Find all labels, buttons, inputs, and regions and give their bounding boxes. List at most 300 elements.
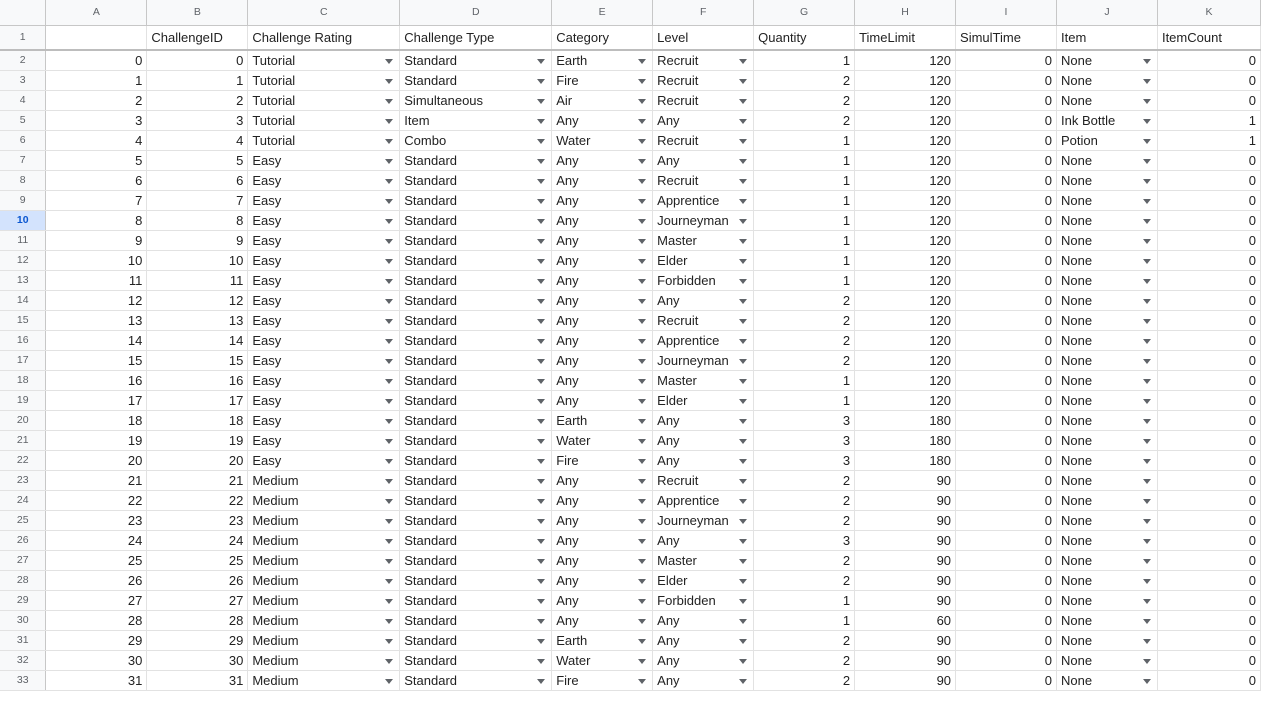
table-cell[interactable]: 90 <box>855 670 956 690</box>
dropdown-cell[interactable] <box>552 450 653 470</box>
dropdown-cell[interactable] <box>653 330 754 350</box>
dropdown-arrow-icon[interactable] <box>537 659 545 664</box>
table-cell[interactable]: 6 <box>46 170 147 190</box>
table-cell[interactable]: 0 <box>1157 430 1260 450</box>
dropdown-cell[interactable] <box>653 310 754 330</box>
dropdown-arrow-icon[interactable] <box>537 219 545 224</box>
table-cell[interactable]: 12 <box>46 290 147 310</box>
dropdown-cell[interactable] <box>400 250 552 270</box>
dropdown-arrow-icon[interactable] <box>537 279 545 284</box>
table-cell[interactable]: 0 <box>46 50 147 70</box>
dropdown-cell[interactable] <box>400 530 552 550</box>
header-cell-i[interactable]: SimulTime <box>956 25 1057 50</box>
dropdown-arrow-icon[interactable] <box>638 239 646 244</box>
table-cell[interactable]: 2 <box>754 310 855 330</box>
table-cell[interactable]: 2 <box>754 490 855 510</box>
table-cell[interactable]: 0 <box>956 430 1057 450</box>
dropdown-cell[interactable] <box>248 530 400 550</box>
row-header[interactable]: 14 <box>0 290 46 310</box>
dropdown-arrow-icon[interactable] <box>638 459 646 464</box>
dropdown-arrow-icon[interactable] <box>537 579 545 584</box>
dropdown-arrow-icon[interactable] <box>739 579 747 584</box>
dropdown-arrow-icon[interactable] <box>385 579 393 584</box>
table-cell[interactable]: 120 <box>855 150 956 170</box>
dropdown-arrow-icon[interactable] <box>1143 319 1151 324</box>
row-header[interactable]: 13 <box>0 270 46 290</box>
table-cell[interactable]: 0 <box>1157 670 1260 690</box>
dropdown-cell[interactable] <box>653 450 754 470</box>
dropdown-arrow-icon[interactable] <box>537 119 545 124</box>
column-header-i[interactable]: I <box>956 0 1057 25</box>
row-header[interactable]: 33 <box>0 670 46 690</box>
column-header-d[interactable]: D <box>400 0 552 25</box>
table-cell[interactable]: 90 <box>855 550 956 570</box>
table-cell[interactable]: 0 <box>1157 450 1260 470</box>
dropdown-cell[interactable] <box>248 470 400 490</box>
dropdown-cell[interactable] <box>400 590 552 610</box>
table-cell[interactable]: 2 <box>754 630 855 650</box>
dropdown-arrow-icon[interactable] <box>638 399 646 404</box>
dropdown-cell[interactable] <box>653 650 754 670</box>
row-header[interactable]: 30 <box>0 610 46 630</box>
dropdown-arrow-icon[interactable] <box>385 679 393 684</box>
dropdown-arrow-icon[interactable] <box>1143 339 1151 344</box>
dropdown-cell[interactable] <box>653 590 754 610</box>
dropdown-arrow-icon[interactable] <box>638 419 646 424</box>
dropdown-arrow-icon[interactable] <box>638 619 646 624</box>
dropdown-cell[interactable] <box>552 210 653 230</box>
dropdown-arrow-icon[interactable] <box>638 339 646 344</box>
column-header-f[interactable]: F <box>653 0 754 25</box>
table-cell[interactable]: 14 <box>147 330 248 350</box>
dropdown-cell[interactable] <box>653 50 754 70</box>
dropdown-cell[interactable] <box>552 330 653 350</box>
dropdown-arrow-icon[interactable] <box>1143 299 1151 304</box>
table-cell[interactable]: 0 <box>1157 270 1260 290</box>
dropdown-cell[interactable] <box>248 570 400 590</box>
column-header-h[interactable]: H <box>855 0 956 25</box>
dropdown-cell[interactable] <box>400 550 552 570</box>
dropdown-arrow-icon[interactable] <box>1143 639 1151 644</box>
row-header[interactable]: 1 <box>0 25 46 50</box>
dropdown-arrow-icon[interactable] <box>385 179 393 184</box>
dropdown-arrow-icon[interactable] <box>739 339 747 344</box>
dropdown-cell[interactable] <box>248 330 400 350</box>
row-header[interactable]: 10 <box>0 210 46 230</box>
dropdown-cell[interactable] <box>400 470 552 490</box>
dropdown-cell[interactable] <box>248 110 400 130</box>
table-cell[interactable]: 1 <box>754 170 855 190</box>
header-cell-g[interactable]: Quantity <box>754 25 855 50</box>
dropdown-cell[interactable] <box>1056 310 1157 330</box>
table-cell[interactable]: 2 <box>754 570 855 590</box>
dropdown-cell[interactable] <box>1056 570 1157 590</box>
dropdown-arrow-icon[interactable] <box>385 479 393 484</box>
dropdown-arrow-icon[interactable] <box>638 119 646 124</box>
table-cell[interactable]: 0 <box>956 590 1057 610</box>
table-cell[interactable]: 120 <box>855 310 956 330</box>
table-cell[interactable]: 2 <box>754 330 855 350</box>
dropdown-arrow-icon[interactable] <box>638 599 646 604</box>
dropdown-cell[interactable] <box>653 170 754 190</box>
dropdown-arrow-icon[interactable] <box>638 199 646 204</box>
dropdown-arrow-icon[interactable] <box>385 419 393 424</box>
dropdown-arrow-icon[interactable] <box>537 239 545 244</box>
dropdown-cell[interactable] <box>653 670 754 690</box>
row-header[interactable]: 12 <box>0 250 46 270</box>
dropdown-cell[interactable] <box>653 550 754 570</box>
dropdown-arrow-icon[interactable] <box>739 139 747 144</box>
dropdown-cell[interactable] <box>400 410 552 430</box>
dropdown-arrow-icon[interactable] <box>537 639 545 644</box>
row-header[interactable]: 6 <box>0 130 46 150</box>
dropdown-arrow-icon[interactable] <box>537 439 545 444</box>
dropdown-cell[interactable] <box>1056 330 1157 350</box>
dropdown-cell[interactable] <box>653 130 754 150</box>
dropdown-arrow-icon[interactable] <box>537 559 545 564</box>
row-header[interactable]: 18 <box>0 370 46 390</box>
table-cell[interactable]: 0 <box>956 210 1057 230</box>
dropdown-arrow-icon[interactable] <box>638 519 646 524</box>
dropdown-cell[interactable] <box>1056 190 1157 210</box>
table-cell[interactable]: 0 <box>1157 250 1260 270</box>
dropdown-arrow-icon[interactable] <box>1143 379 1151 384</box>
dropdown-cell[interactable] <box>248 150 400 170</box>
dropdown-cell[interactable] <box>400 70 552 90</box>
column-header-e[interactable]: E <box>552 0 653 25</box>
table-cell[interactable]: 3 <box>754 450 855 470</box>
dropdown-arrow-icon[interactable] <box>1143 439 1151 444</box>
table-cell[interactable]: 0 <box>1157 390 1260 410</box>
table-cell[interactable]: 20 <box>46 450 147 470</box>
table-cell[interactable]: 0 <box>956 510 1057 530</box>
table-cell[interactable]: 0 <box>1157 410 1260 430</box>
dropdown-cell[interactable] <box>653 470 754 490</box>
table-cell[interactable]: 2 <box>754 670 855 690</box>
dropdown-cell[interactable] <box>400 110 552 130</box>
header-cell-k[interactable]: ItemCount <box>1157 25 1260 50</box>
dropdown-arrow-icon[interactable] <box>1143 79 1151 84</box>
dropdown-cell[interactable] <box>1056 230 1157 250</box>
dropdown-arrow-icon[interactable] <box>1143 199 1151 204</box>
dropdown-arrow-icon[interactable] <box>1143 279 1151 284</box>
dropdown-cell[interactable] <box>1056 650 1157 670</box>
dropdown-arrow-icon[interactable] <box>1143 499 1151 504</box>
table-cell[interactable]: 0 <box>956 530 1057 550</box>
row-header[interactable]: 25 <box>0 510 46 530</box>
dropdown-cell[interactable] <box>400 150 552 170</box>
table-cell[interactable]: 3 <box>754 530 855 550</box>
table-cell[interactable]: 1 <box>754 150 855 170</box>
dropdown-arrow-icon[interactable] <box>385 139 393 144</box>
table-cell[interactable]: 29 <box>147 630 248 650</box>
header-cell-f[interactable]: Level <box>653 25 754 50</box>
dropdown-cell[interactable] <box>248 170 400 190</box>
dropdown-cell[interactable] <box>400 290 552 310</box>
row-header[interactable]: 15 <box>0 310 46 330</box>
table-cell[interactable]: 0 <box>1157 550 1260 570</box>
dropdown-arrow-icon[interactable] <box>739 639 747 644</box>
dropdown-arrow-icon[interactable] <box>739 219 747 224</box>
table-cell[interactable]: 0 <box>956 550 1057 570</box>
table-cell[interactable]: 0 <box>1157 470 1260 490</box>
row-header[interactable]: 22 <box>0 450 46 470</box>
table-cell[interactable]: 0 <box>1157 650 1260 670</box>
row-header[interactable]: 3 <box>0 70 46 90</box>
dropdown-arrow-icon[interactable] <box>537 59 545 64</box>
table-cell[interactable]: 0 <box>1157 310 1260 330</box>
dropdown-arrow-icon[interactable] <box>385 339 393 344</box>
table-cell[interactable]: 0 <box>1157 610 1260 630</box>
dropdown-cell[interactable] <box>653 430 754 450</box>
row-header[interactable]: 19 <box>0 390 46 410</box>
dropdown-arrow-icon[interactable] <box>385 619 393 624</box>
table-cell[interactable]: 180 <box>855 430 956 450</box>
select-all-corner[interactable] <box>0 0 46 25</box>
dropdown-cell[interactable] <box>552 670 653 690</box>
table-cell[interactable]: 90 <box>855 530 956 550</box>
table-cell[interactable]: 22 <box>147 490 248 510</box>
table-cell[interactable]: 0 <box>1157 630 1260 650</box>
header-cell-h[interactable]: TimeLimit <box>855 25 956 50</box>
table-cell[interactable]: 1 <box>754 230 855 250</box>
dropdown-arrow-icon[interactable] <box>638 59 646 64</box>
table-cell[interactable]: 120 <box>855 330 956 350</box>
dropdown-arrow-icon[interactable] <box>1143 659 1151 664</box>
table-cell[interactable]: 15 <box>46 350 147 370</box>
dropdown-arrow-icon[interactable] <box>638 659 646 664</box>
dropdown-arrow-icon[interactable] <box>537 159 545 164</box>
dropdown-cell[interactable] <box>552 150 653 170</box>
dropdown-arrow-icon[interactable] <box>385 219 393 224</box>
dropdown-cell[interactable] <box>400 190 552 210</box>
table-cell[interactable]: 27 <box>46 590 147 610</box>
dropdown-arrow-icon[interactable] <box>638 99 646 104</box>
dropdown-arrow-icon[interactable] <box>537 179 545 184</box>
table-cell[interactable]: 0 <box>1157 230 1260 250</box>
table-cell[interactable]: 3 <box>754 410 855 430</box>
dropdown-arrow-icon[interactable] <box>739 439 747 444</box>
dropdown-cell[interactable] <box>248 230 400 250</box>
table-cell[interactable]: 21 <box>147 470 248 490</box>
dropdown-cell[interactable] <box>1056 510 1157 530</box>
dropdown-arrow-icon[interactable] <box>537 479 545 484</box>
dropdown-cell[interactable] <box>552 590 653 610</box>
dropdown-arrow-icon[interactable] <box>537 319 545 324</box>
dropdown-arrow-icon[interactable] <box>1143 59 1151 64</box>
table-cell[interactable]: 0 <box>956 50 1057 70</box>
dropdown-arrow-icon[interactable] <box>537 79 545 84</box>
table-cell[interactable]: 0 <box>956 630 1057 650</box>
dropdown-arrow-icon[interactable] <box>638 479 646 484</box>
table-cell[interactable]: 23 <box>46 510 147 530</box>
table-cell[interactable]: 0 <box>956 650 1057 670</box>
dropdown-arrow-icon[interactable] <box>638 579 646 584</box>
table-cell[interactable]: 120 <box>855 70 956 90</box>
table-cell[interactable]: 4 <box>46 130 147 150</box>
dropdown-arrow-icon[interactable] <box>638 639 646 644</box>
table-cell[interactable]: 1 <box>46 70 147 90</box>
dropdown-cell[interactable] <box>248 650 400 670</box>
dropdown-cell[interactable] <box>248 630 400 650</box>
row-header[interactable]: 31 <box>0 630 46 650</box>
table-cell[interactable]: 90 <box>855 570 956 590</box>
table-cell[interactable]: 0 <box>956 290 1057 310</box>
row-header[interactable]: 7 <box>0 150 46 170</box>
dropdown-cell[interactable] <box>552 70 653 90</box>
column-header-c[interactable]: C <box>248 0 400 25</box>
dropdown-cell[interactable] <box>400 210 552 230</box>
table-cell[interactable]: 7 <box>147 190 248 210</box>
table-cell[interactable]: 13 <box>46 310 147 330</box>
row-header[interactable]: 24 <box>0 490 46 510</box>
table-cell[interactable]: 0 <box>956 570 1057 590</box>
dropdown-arrow-icon[interactable] <box>385 159 393 164</box>
column-header-k[interactable]: K <box>1157 0 1260 25</box>
dropdown-cell[interactable] <box>1056 390 1157 410</box>
table-cell[interactable]: 120 <box>855 90 956 110</box>
dropdown-cell[interactable] <box>248 370 400 390</box>
row-header[interactable]: 4 <box>0 90 46 110</box>
table-cell[interactable]: 25 <box>46 550 147 570</box>
dropdown-arrow-icon[interactable] <box>1143 119 1151 124</box>
dropdown-cell[interactable] <box>400 330 552 350</box>
dropdown-arrow-icon[interactable] <box>638 159 646 164</box>
dropdown-arrow-icon[interactable] <box>739 319 747 324</box>
dropdown-cell[interactable] <box>653 70 754 90</box>
table-cell[interactable]: 16 <box>147 370 248 390</box>
dropdown-cell[interactable] <box>653 570 754 590</box>
dropdown-cell[interactable] <box>1056 470 1157 490</box>
dropdown-cell[interactable] <box>653 490 754 510</box>
dropdown-arrow-icon[interactable] <box>1143 419 1151 424</box>
dropdown-arrow-icon[interactable] <box>537 359 545 364</box>
dropdown-arrow-icon[interactable] <box>537 299 545 304</box>
dropdown-arrow-icon[interactable] <box>385 199 393 204</box>
table-cell[interactable]: 0 <box>1157 590 1260 610</box>
table-cell[interactable]: 120 <box>855 350 956 370</box>
table-cell[interactable]: 90 <box>855 490 956 510</box>
table-cell[interactable]: 9 <box>46 230 147 250</box>
dropdown-arrow-icon[interactable] <box>537 379 545 384</box>
dropdown-arrow-icon[interactable] <box>537 599 545 604</box>
row-header[interactable]: 2 <box>0 50 46 70</box>
table-cell[interactable]: 0 <box>1157 570 1260 590</box>
dropdown-arrow-icon[interactable] <box>638 499 646 504</box>
table-cell[interactable]: 14 <box>46 330 147 350</box>
row-header[interactable]: 21 <box>0 430 46 450</box>
dropdown-arrow-icon[interactable] <box>537 459 545 464</box>
table-cell[interactable]: 0 <box>956 170 1057 190</box>
dropdown-arrow-icon[interactable] <box>385 239 393 244</box>
dropdown-arrow-icon[interactable] <box>1143 139 1151 144</box>
dropdown-cell[interactable] <box>653 150 754 170</box>
dropdown-arrow-icon[interactable] <box>385 499 393 504</box>
table-cell[interactable]: 0 <box>956 670 1057 690</box>
header-cell-c[interactable]: Challenge Rating <box>248 25 400 50</box>
dropdown-cell[interactable] <box>552 230 653 250</box>
dropdown-cell[interactable] <box>653 190 754 210</box>
table-cell[interactable]: 2 <box>754 290 855 310</box>
header-cell-b[interactable]: ChallengeID <box>147 25 248 50</box>
dropdown-arrow-icon[interactable] <box>739 499 747 504</box>
dropdown-cell[interactable] <box>1056 210 1157 230</box>
dropdown-arrow-icon[interactable] <box>739 399 747 404</box>
dropdown-cell[interactable] <box>1056 130 1157 150</box>
table-cell[interactable]: 0 <box>1157 490 1260 510</box>
dropdown-arrow-icon[interactable] <box>638 219 646 224</box>
dropdown-cell[interactable] <box>552 550 653 570</box>
dropdown-cell[interactable] <box>552 650 653 670</box>
dropdown-arrow-icon[interactable] <box>739 159 747 164</box>
dropdown-cell[interactable] <box>653 350 754 370</box>
table-cell[interactable]: 5 <box>46 150 147 170</box>
dropdown-cell[interactable] <box>552 630 653 650</box>
dropdown-cell[interactable] <box>400 370 552 390</box>
table-cell[interactable]: 0 <box>956 70 1057 90</box>
dropdown-arrow-icon[interactable] <box>638 79 646 84</box>
dropdown-cell[interactable] <box>400 670 552 690</box>
table-cell[interactable]: 30 <box>46 650 147 670</box>
dropdown-cell[interactable] <box>248 550 400 570</box>
table-cell[interactable]: 3 <box>147 110 248 130</box>
table-cell[interactable]: 0 <box>956 90 1057 110</box>
table-cell[interactable]: 0 <box>1157 530 1260 550</box>
table-cell[interactable]: 31 <box>147 670 248 690</box>
table-cell[interactable]: 1 <box>754 190 855 210</box>
dropdown-cell[interactable] <box>1056 670 1157 690</box>
table-cell[interactable]: 11 <box>147 270 248 290</box>
table-cell[interactable]: 0 <box>956 310 1057 330</box>
dropdown-cell[interactable] <box>248 70 400 90</box>
table-cell[interactable]: 0 <box>956 390 1057 410</box>
table-cell[interactable]: 0 <box>1157 370 1260 390</box>
table-cell[interactable]: 22 <box>46 490 147 510</box>
dropdown-cell[interactable] <box>552 490 653 510</box>
table-cell[interactable]: 0 <box>1157 90 1260 110</box>
table-cell[interactable]: 0 <box>1157 70 1260 90</box>
table-cell[interactable]: 0 <box>956 110 1057 130</box>
table-cell[interactable]: 13 <box>147 310 248 330</box>
table-cell[interactable]: 28 <box>147 610 248 630</box>
dropdown-cell[interactable] <box>248 510 400 530</box>
dropdown-cell[interactable] <box>552 350 653 370</box>
dropdown-arrow-icon[interactable] <box>1143 619 1151 624</box>
table-cell[interactable]: 2 <box>754 110 855 130</box>
table-cell[interactable]: 120 <box>855 210 956 230</box>
dropdown-cell[interactable] <box>248 130 400 150</box>
table-cell[interactable]: 120 <box>855 190 956 210</box>
dropdown-cell[interactable] <box>1056 50 1157 70</box>
dropdown-cell[interactable] <box>552 110 653 130</box>
table-cell[interactable]: 3 <box>46 110 147 130</box>
table-cell[interactable]: 3 <box>754 430 855 450</box>
table-cell[interactable]: 2 <box>754 510 855 530</box>
dropdown-cell[interactable] <box>248 50 400 70</box>
dropdown-cell[interactable] <box>248 270 400 290</box>
table-cell[interactable]: 0 <box>956 270 1057 290</box>
dropdown-cell[interactable] <box>653 230 754 250</box>
table-cell[interactable]: 0 <box>956 610 1057 630</box>
table-cell[interactable]: 0 <box>1157 330 1260 350</box>
table-cell[interactable]: 23 <box>147 510 248 530</box>
dropdown-arrow-icon[interactable] <box>739 659 747 664</box>
dropdown-cell[interactable] <box>552 530 653 550</box>
dropdown-arrow-icon[interactable] <box>739 279 747 284</box>
dropdown-cell[interactable] <box>1056 90 1157 110</box>
dropdown-cell[interactable] <box>552 90 653 110</box>
dropdown-arrow-icon[interactable] <box>739 479 747 484</box>
